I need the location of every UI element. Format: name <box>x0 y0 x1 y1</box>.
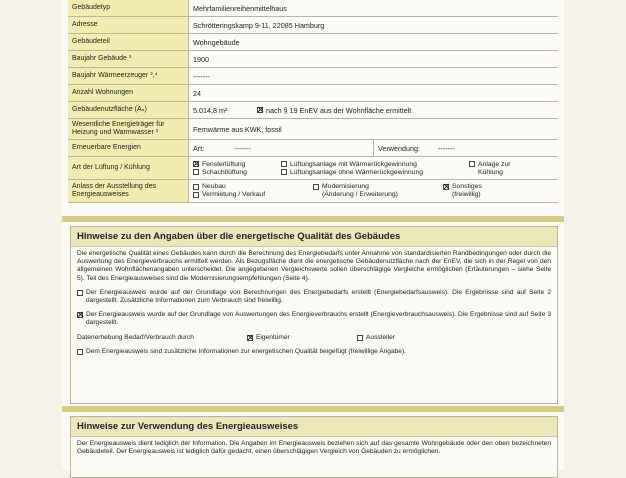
nutzflaeche-checkbox[interactable] <box>257 107 263 113</box>
option-aussteller-label: Aussteller <box>366 333 395 341</box>
document-page <box>62 0 564 470</box>
verwendung-value: ------- <box>437 143 455 153</box>
value-gebaeudetyp: Mehrfamilienreihenmittelhaus <box>188 0 558 16</box>
label-gebaeudetyp: Gebäudetyp <box>68 0 188 16</box>
option-eigentuemer[interactable] <box>247 334 347 342</box>
option-zusatzinfo <box>71 345 557 359</box>
option-modernisierung-sub: (Änderung / Erweiterung) <box>322 191 398 198</box>
checkbox-neubau[interactable] <box>193 184 199 190</box>
checkbox-schachtlueftung[interactable] <box>193 169 199 175</box>
section-hinweise-qualitaet <box>70 226 558 404</box>
option-zusatzinfo-text: Dem Energieausweis sind zusätzliche Informationen zur energetischen Qualität beigefügt (freiwillige Angabe). <box>86 347 406 355</box>
option-bedarfsausweis <box>71 286 557 308</box>
checkbox-aussteller[interactable] <box>357 335 363 341</box>
option-aussteller[interactable] <box>357 334 395 342</box>
row-gebaeudetyp <box>68 0 558 17</box>
option-kuehlung-label <box>469 169 544 176</box>
label-nutzflaeche: Gebäudenutzfläche (Aₙ) <box>68 102 188 118</box>
section-divider <box>62 216 564 222</box>
value-gebaeudeteil: Wohngebäude <box>188 34 558 50</box>
row-lueftung <box>68 157 558 180</box>
checkbox-modernisierung[interactable] <box>313 184 319 190</box>
option-modernisierung-label: Modernisierung <box>322 183 369 190</box>
section-divider-2 <box>62 406 564 412</box>
option-anlage-kuehlung-label: Anlage zur <box>478 160 511 168</box>
value-baujahr: 1900 <box>188 51 558 67</box>
nutzflaeche-note: nach § 19 EnEV aus der Wohnfläche ermittelt <box>266 105 412 115</box>
hinweise-paragraph: Die energetische Qualität eines Gebäudes kann durch die Berechnung des Energiebedarfs unter Annahme von standardisierten Randbedingungen oder durch die Auswertung des Energieverbrauchs ermittelt werden. Als Bezugsfläche dient die energetische Gebäudenutzfläche nach der EnEV, die sich in der Regel von den allgemeinen Wohnflächenangaben unterscheidet. Die angegebenen Vergleichswerte sollen überschlägige Vergleiche ermöglichen (Erläuterungen – siehe Seite 5). Teil des Energieausweises sind die Modernisierungsempfehlungen (Seite 4). <box>77 250 551 282</box>
row-adresse <box>68 17 558 34</box>
label-baujahr-waermeerzeuger: Baujahr Wärmeerzeuger ³,⁴ <box>68 68 188 84</box>
row-gebaeudeteil <box>68 34 558 51</box>
row-baujahr <box>68 51 558 68</box>
nutzflaeche-value: 5.014,8 m² <box>193 105 228 115</box>
option-fensterlueftung-label: Fensterlüftung <box>202 160 246 168</box>
value-lueftung <box>188 157 558 179</box>
option-eigentuemer-label: Eigentümer <box>256 333 290 341</box>
option-vermietung-label: Vermietung / Verkauf <box>202 191 266 198</box>
label-baujahr: Baujahr Gebäude ³ <box>68 51 188 67</box>
option-verbrauchsausweis <box>71 308 557 330</box>
art-label: Art: <box>193 143 205 153</box>
datenerhebung-row <box>71 331 557 345</box>
label-energietraeger: Wesentliche Energieträger für Heizung und Warmwasser ³ <box>68 119 188 139</box>
row-erneuerbar <box>68 140 558 157</box>
checkbox-sonstiges[interactable] <box>443 184 449 190</box>
label-adresse: Adresse <box>68 17 188 33</box>
label-anlass: Anlass der Ausstellung des Energieausweises <box>68 180 188 202</box>
checkbox-bedarfsausweis[interactable] <box>77 290 83 296</box>
option-sonstiges[interactable] <box>443 183 544 191</box>
row-anzahl-wohnungen <box>68 85 558 102</box>
section-verwendung-title: Hinweise zur Verwendung des Energieausweises <box>71 417 557 437</box>
value-baujahr-waermeerzeuger: ------- <box>188 68 558 84</box>
checkbox-verbrauchsausweis[interactable] <box>77 312 83 318</box>
checkbox-fensterlueftung[interactable] <box>193 161 199 167</box>
option-fensterlueftung[interactable] <box>193 161 271 168</box>
option-lueftung-mit-wrg-label: Lüftungsanlage mit Wärmerückgewinnung <box>290 160 417 168</box>
datenerhebung-label: Datenerhebung Bedarf/Verbrauch durch <box>77 333 194 341</box>
option-schachtlueftung[interactable] <box>193 169 271 176</box>
value-energietraeger: Fernwärme aus KWK, fossil <box>188 119 558 139</box>
row-anlass <box>68 180 558 203</box>
option-verbrauchsausweis-text: Der Energieausweis wurde auf der Grundlage von Auswertungen des Energieverbrauchs erstellt (Energieverbrauchsausweis). Die Ergebnisse sind auf Seite 3 dargestellt. <box>86 311 551 327</box>
checkbox-lueftung-mit-wrg[interactable] <box>281 161 287 167</box>
art-value: ------- <box>234 143 251 153</box>
label-anzahl-wohnungen: Anzahl Wohnungen <box>68 85 188 101</box>
section-hinweise-verwendung <box>70 416 558 478</box>
option-vermietung[interactable] <box>193 191 303 199</box>
option-neubau-label: Neubau <box>202 183 226 190</box>
option-sonstiges-sub: (freiwillig) <box>452 191 481 198</box>
checkbox-vermietung[interactable] <box>193 192 199 198</box>
value-anzahl-wohnungen: 24 <box>188 85 558 101</box>
building-data-table <box>68 0 558 203</box>
option-modernisierung[interactable] <box>313 183 433 191</box>
verwendung-label: Verwendung: <box>378 143 420 153</box>
label-erneuerbar: Erneuerbare Energien <box>68 140 188 156</box>
row-nutzflaeche <box>68 102 558 119</box>
label-lueftung: Art der Lüftung / Kühlung <box>68 157 188 179</box>
section-hinweise-title: Hinweise zu den Angaben über die energetische Qualität des Gebäudes <box>71 227 557 247</box>
row-energietraeger <box>68 119 558 140</box>
option-lueftung-ohne-wrg-label: Lüftungsanlage ohne Wärmerückgewinnung <box>290 168 424 176</box>
value-anlass <box>188 180 558 202</box>
option-schachtlueftung-label: Schachtlüftung <box>202 168 247 176</box>
verwendung-paragraph: Der Energieausweis dient lediglich der Information. Die Angaben im Energieausweis beziehen sich auf das gesamte Wohngebäude oder den oben bezeichneten Gebäudeteil. Der Energieausweis ist lediglich dafür gedacht, einen überschlägigen Vergleich von Gebäuden zu ermöglichen. <box>77 440 551 456</box>
option-bedarfsausweis-text: Der Energieausweis wurde auf der Grundlage von Berechnungen des Energiebedarfs erstellt (Energiebedarfsausweis). Die Ergebnisse sind auf Seite 2 dargestellt. Zusätzliche Informationen zum Verbrauch sind freiwillig. <box>86 288 551 305</box>
kuehlung-text: Kühlung <box>478 168 503 176</box>
value-adresse: Schrötteringskamp 9-11, 22085 Hamburg <box>188 17 558 33</box>
checkbox-zusatzinfo[interactable] <box>77 349 83 355</box>
checkbox-lueftung-ohne-wrg[interactable] <box>281 169 287 175</box>
option-sonstiges-label: Sonstiges <box>452 183 482 190</box>
option-lueftung-ohne-wrg[interactable] <box>281 169 459 176</box>
checkbox-eigentuemer[interactable] <box>247 335 253 341</box>
option-neubau[interactable] <box>193 183 303 191</box>
checkbox-anlage-kuehlung[interactable] <box>469 161 475 167</box>
value-erneuerbar <box>188 140 558 156</box>
option-lueftung-mit-wrg[interactable] <box>281 161 459 168</box>
value-nutzflaeche <box>188 102 558 118</box>
row-baujahr-waermeerzeuger <box>68 68 558 85</box>
label-gebaeudeteil: Gebäudeteil <box>68 34 188 50</box>
option-anlage-kuehlung[interactable] <box>469 161 544 168</box>
